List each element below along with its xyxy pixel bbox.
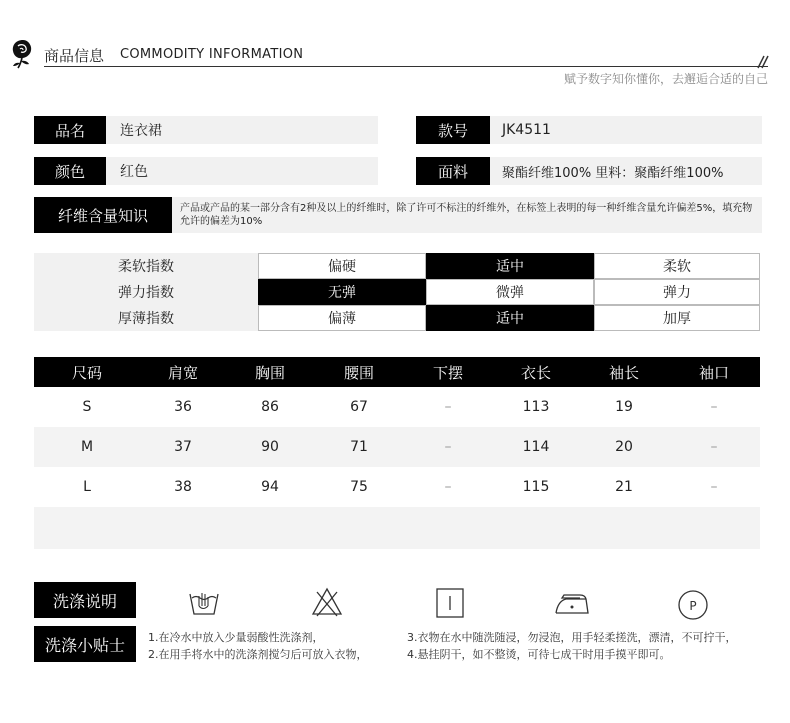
tip-4: 4.悬挂阴干，如不整烫，可待七成干时用手摸平即可。 [407,648,671,661]
fiber-text: 产品或产品的某一部分含有2种及以上的纤维时，除了许可不标注的纤维外，在标签上表明的每一种纤维含量允许偏差5%，填充物允许的偏差为10% [172,197,762,233]
code-value: JK4511 [490,116,762,144]
size-table-header [34,357,760,387]
index-row-thickness [34,305,760,331]
color-label: 颜色 [34,157,106,185]
size-cell: 90 [261,439,279,455]
size-cell: 19 [615,399,633,415]
fiber-label: 纤维含量知识 [34,197,172,233]
size-cell: 71 [350,439,368,455]
fabric-label: 面料 [416,157,490,185]
index-option: 柔软 [594,253,760,279]
index-option-selected: 适中 [426,305,594,331]
low-iron-icon [552,585,592,621]
header-title-cn: 商品信息 [44,47,105,65]
size-cell: 36 [174,399,192,415]
size-header-cell: 尺码 [71,363,102,382]
index-option: 偏薄 [258,305,426,331]
size-cell: 38 [174,479,192,495]
size-cell: 114 [522,439,550,455]
double-slash-icon [752,55,770,69]
size-cell: 20 [615,439,633,455]
size-header-cell: 胸围 [254,363,285,382]
index-option-selected: 适中 [426,253,594,279]
size-cell: 75 [350,479,368,495]
size-cell: – [444,479,452,495]
size-cell: – [444,399,452,415]
index-row-elasticity [34,279,760,305]
index-option: 微弹 [426,279,594,305]
size-cell: – [710,439,718,455]
index-row-softness [34,253,760,279]
index-option: 弹力 [594,279,760,305]
size-cell: 113 [522,399,550,415]
table-row [34,467,760,507]
size-cell: 94 [261,479,279,495]
header-slogan: 赋予数字知你懂你，去邂逅合适的自己 [563,72,768,86]
tip-1: 1.在冷水中放入少量弱酸性洗涤剂， [148,631,324,644]
index-label: 弹力指数 [34,279,258,305]
index-label: 厚薄指数 [34,305,258,331]
dry-clean-p-icon [676,588,710,622]
index-option: 偏硬 [258,253,426,279]
tips-label: 洗涤小贴士 [34,626,136,662]
line-dry-icon [432,585,468,621]
size-header-cell: 袖长 [608,363,639,382]
size-header-cell: 肩宽 [167,363,198,382]
size-cell: L [83,479,91,495]
index-table [34,253,760,331]
tip-3: 3.衣物在水中随洗随浸，勿浸泡，用手轻柔搓洗，漂清，不可拧干， [407,631,737,644]
table-row [34,387,760,427]
size-table [34,357,760,549]
fabric-value: 聚酯纤维100% 里料：聚酯纤维100% [490,157,762,185]
size-cell: S [82,399,92,415]
size-cell: – [710,399,718,415]
rose-logo-icon [6,36,40,70]
size-header-cell: 下摆 [432,363,463,382]
size-cell: 115 [522,479,550,495]
tip-2: 2.在用手将水中的洗涤剂搅匀后可放入衣物， [148,648,368,661]
size-cell: M [80,439,94,455]
size-header-cell: 腰围 [343,363,374,382]
index-option: 加厚 [594,305,760,331]
index-label: 柔软指数 [34,253,258,279]
size-header-cell: 衣长 [520,363,551,382]
header-title-en: COMMODITY INFORMATION [120,47,304,62]
dry-clean-letter: P [689,599,697,613]
header-divider [44,66,768,67]
size-header-cell: 袖口 [698,363,729,382]
no-bleach-icon [309,584,345,620]
size-cell: 86 [261,399,279,415]
size-cell: – [444,439,452,455]
wash-label: 洗涤说明 [34,582,136,618]
table-row [34,427,760,467]
size-cell: 21 [615,479,633,495]
color-value: 红色 [106,157,378,185]
code-label: 款号 [416,116,490,144]
name-value: 连衣裙 [106,116,378,144]
table-row-empty [34,507,760,549]
hand-wash-icon [186,584,222,620]
name-label: 品名 [34,116,106,144]
size-cell: 37 [174,439,192,455]
index-option-selected: 无弹 [258,279,426,305]
size-cell: 67 [350,399,368,415]
size-cell: – [710,479,718,495]
